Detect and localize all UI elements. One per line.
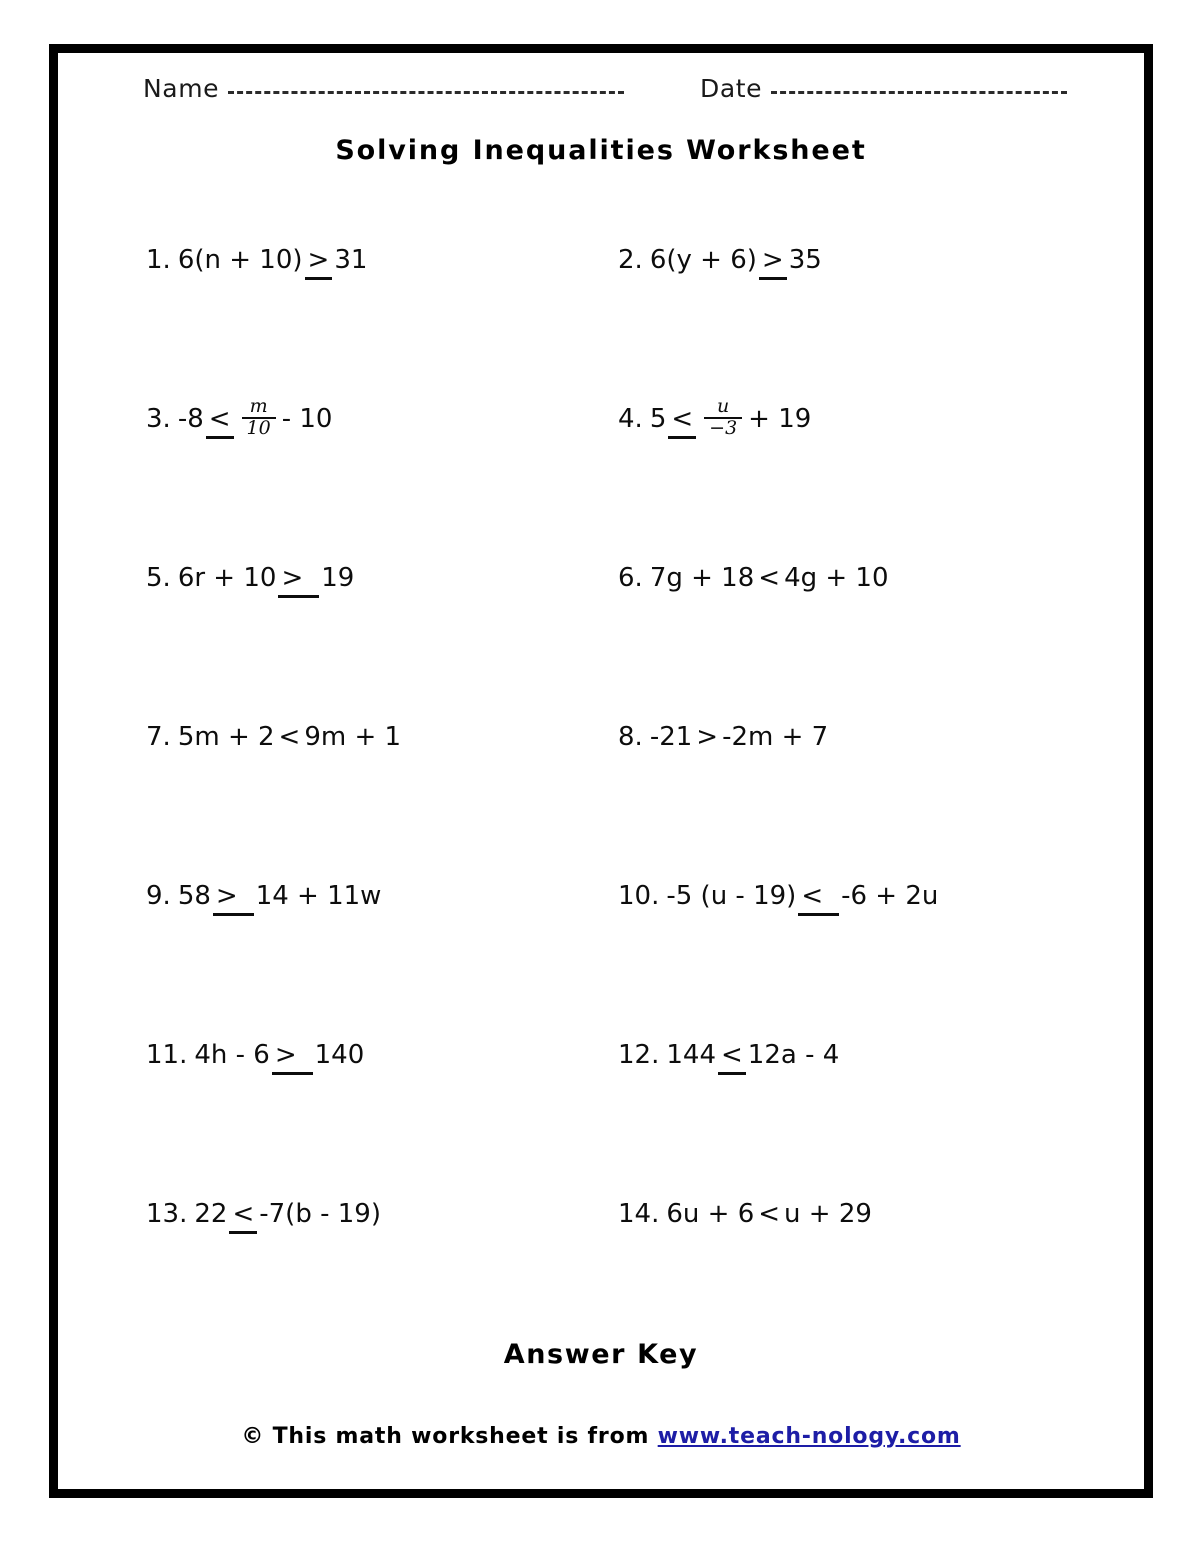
expression-text: 58: [177, 881, 211, 911]
expression-text: -5 (u - 19): [666, 881, 797, 911]
less-than-operator: <: [758, 1199, 781, 1229]
problem-number: 13.: [146, 1199, 188, 1229]
expression-text: 6(y + 6): [649, 245, 757, 275]
problem-number: 7.: [146, 722, 171, 752]
problem-expression: [194, 1201, 381, 1227]
less-or-equal-operator: <: [718, 1042, 746, 1068]
problem-list: [58, 235, 1144, 1348]
problem-expression: [650, 247, 822, 273]
problem-13: [146, 1189, 381, 1239]
problem-3: [146, 394, 332, 444]
expression-text: - 10: [281, 404, 333, 434]
footer-credit: [58, 1424, 1144, 1449]
problem-expression: [178, 247, 368, 273]
problem-row: [58, 712, 1144, 871]
expression-text: 7g + 18: [649, 563, 755, 593]
expression-text: -21: [649, 722, 693, 752]
problem-11: [146, 1030, 364, 1080]
problem-row: [58, 553, 1144, 712]
fraction-numerator: u: [717, 395, 730, 418]
expression-text: -2m + 7: [722, 722, 829, 752]
problem-expression: [666, 883, 938, 909]
worksheet-content: [58, 53, 1144, 1489]
name-field-group: [143, 74, 624, 103]
expression-text: 144: [666, 1040, 716, 1070]
problem-number: 8.: [618, 722, 643, 752]
expression-text: -8: [177, 404, 204, 434]
greater-or-equal-operator: >: [278, 565, 319, 591]
problem-8: [618, 712, 828, 762]
name-write-in-line[interactable]: [228, 91, 624, 94]
date-label: Date: [700, 74, 763, 103]
fraction: [704, 397, 742, 439]
problem-number: 3.: [146, 404, 171, 434]
expression-text: 4h - 6: [194, 1040, 270, 1070]
date-write-in-line[interactable]: [771, 91, 1067, 94]
expression-text: 9m + 1: [304, 722, 402, 752]
expression-text: -7(b - 19): [259, 1199, 381, 1229]
problem-9: [146, 871, 381, 921]
problem-expression: [650, 724, 828, 750]
problem-number: 6.: [618, 563, 643, 593]
expression-text: 14 + 11w: [255, 881, 382, 911]
expression-text: + 19: [748, 404, 812, 434]
expression-text: 19: [321, 563, 355, 593]
worksheet-page-frame: [49, 44, 1153, 1498]
problem-2: [618, 235, 822, 285]
problem-expression: [649, 395, 812, 440]
fraction-denominator: −3: [704, 417, 742, 439]
expression-text: 6r + 10: [177, 563, 277, 593]
problem-14: [618, 1189, 872, 1239]
greater-or-equal-operator: >: [272, 1042, 313, 1068]
page-title: Solving Inequalities Worksheet: [335, 135, 867, 166]
problem-expression: [178, 724, 401, 750]
problem-12: [618, 1030, 839, 1080]
answer-key-heading: Answer Key: [503, 1339, 699, 1370]
problem-expression: [178, 883, 382, 909]
problem-number: 10.: [618, 881, 660, 911]
problem-number: 5.: [146, 563, 171, 593]
footer-credit-text: © This math worksheet is from: [241, 1424, 658, 1449]
problem-5: [146, 553, 354, 603]
problem-row: [58, 1030, 1144, 1189]
problem-expression: [177, 395, 333, 440]
less-or-equal-operator: <: [798, 883, 839, 909]
less-or-equal-operator: <: [206, 406, 234, 432]
less-than-operator: <: [758, 563, 781, 593]
problem-number: 14.: [618, 1199, 660, 1229]
fraction-denominator: 10: [242, 417, 276, 439]
less-than-operator: <: [278, 722, 301, 752]
expression-text: 6u + 6: [666, 1199, 755, 1229]
problem-expression: [650, 565, 889, 591]
problem-number: 2.: [618, 245, 643, 275]
expression-text: 12a - 4: [747, 1040, 840, 1070]
expression-text: 5m + 2: [177, 722, 275, 752]
expression-text: 31: [334, 245, 368, 275]
greater-or-equal-operator: >: [305, 247, 333, 273]
student-info-row: [58, 74, 1144, 120]
expression-text: 5: [649, 404, 667, 434]
fraction: [242, 397, 276, 439]
teachnology-link[interactable]: www.teach-nology.com: [657, 1424, 961, 1449]
problem-expression: [666, 1201, 872, 1227]
problem-expression: [666, 1042, 839, 1068]
problem-row: [58, 871, 1144, 1030]
problem-number: 11.: [146, 1040, 188, 1070]
date-field-group: [700, 74, 1067, 103]
expression-text: 35: [788, 245, 822, 275]
expression-text: -6 + 2u: [841, 881, 939, 911]
expression-text: 4g + 10: [784, 563, 889, 593]
problem-number: 1.: [146, 245, 171, 275]
name-label: Name: [143, 74, 220, 103]
problem-row: [58, 1189, 1144, 1348]
problem-number: 9.: [146, 881, 171, 911]
greater-or-equal-operator: >: [213, 883, 254, 909]
expression-text: 22: [194, 1199, 228, 1229]
problem-4: [618, 394, 811, 444]
problem-expression: [178, 565, 355, 591]
less-or-equal-operator: <: [668, 406, 696, 432]
less-or-equal-operator: <: [229, 1201, 257, 1227]
fraction-numerator: m: [249, 395, 268, 418]
problem-1: [146, 235, 367, 285]
problem-row: [58, 235, 1144, 394]
expression-text: u + 29: [784, 1199, 872, 1229]
problem-row: [58, 394, 1144, 553]
greater-than-operator: >: [696, 722, 719, 752]
problem-number: 12.: [618, 1040, 660, 1070]
greater-or-equal-operator: >: [759, 247, 787, 273]
problem-10: [618, 871, 938, 921]
expression-text: 6(n + 10): [177, 245, 303, 275]
problem-6: [618, 553, 889, 603]
problem-expression: [194, 1042, 364, 1068]
expression-text: 140: [314, 1040, 365, 1070]
problem-7: [146, 712, 401, 762]
problem-number: 4.: [618, 404, 643, 434]
